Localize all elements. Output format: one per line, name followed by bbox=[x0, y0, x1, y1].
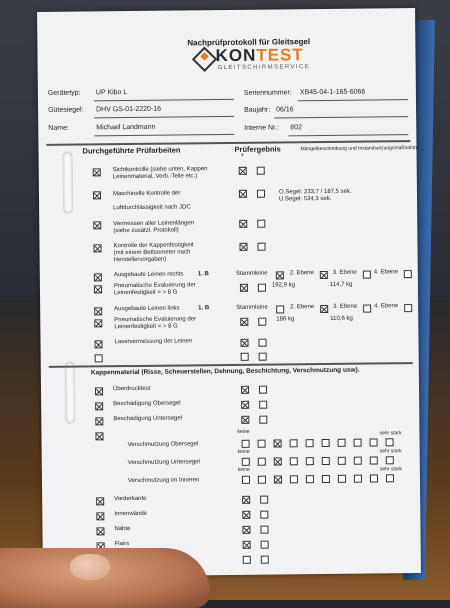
brand-tagline: GLEITSCHIRMSERVICE bbox=[217, 64, 311, 72]
geraetetyp-value: UP Kibo L bbox=[95, 89, 128, 97]
rechts-b: 1. B bbox=[197, 271, 209, 278]
sicht-plus-checkbox[interactable] bbox=[239, 167, 247, 175]
scale-checkbox[interactable] bbox=[386, 474, 394, 482]
empty-row-minus[interactable] bbox=[259, 353, 267, 361]
section2-heading: Kappenmaterial (Risse, Scheuerstellen, Dehnung, Beschichtung, Verschmutzung usw). bbox=[90, 366, 360, 377]
scale-checkbox[interactable] bbox=[274, 439, 282, 447]
laser-text: Laservermessung der Leinen bbox=[114, 338, 193, 346]
scale-checkbox[interactable] bbox=[386, 438, 394, 446]
geraetetyp-label: Gerätetyp: bbox=[47, 89, 81, 97]
usegel-value: U.Segel: 534,3 sek. bbox=[278, 195, 332, 203]
besch-u-plus[interactable] bbox=[241, 416, 249, 424]
innen-plus[interactable] bbox=[242, 511, 250, 519]
baujahr-label: Baujahr: bbox=[244, 106, 271, 114]
keine-label: keine bbox=[237, 428, 250, 435]
name-value: Michael Landmann bbox=[96, 123, 156, 132]
keine-label: keine bbox=[237, 466, 250, 473]
links-ebene4: 4. Ebene bbox=[374, 303, 399, 310]
scale-checkbox[interactable] bbox=[290, 457, 298, 465]
result-heading: Prüfergebnis bbox=[234, 144, 281, 154]
thumbnail bbox=[70, 554, 110, 580]
scale-checkbox[interactable] bbox=[354, 439, 362, 447]
interne-nr-value: 802 bbox=[290, 124, 303, 132]
innen-text: Innenwände bbox=[114, 510, 148, 518]
rechts-ebene3: 3. Ebene bbox=[332, 269, 357, 276]
rechts-checkbox[interactable] bbox=[94, 273, 102, 281]
scale-checkbox[interactable] bbox=[322, 475, 330, 483]
links-value-2: 110,6 kg bbox=[330, 315, 353, 322]
flairs-minus[interactable] bbox=[261, 541, 269, 549]
vorder-plus[interactable] bbox=[242, 496, 250, 504]
empty-row-checkbox[interactable] bbox=[95, 354, 103, 362]
vers-u-text: Verschmutzung Untersegel bbox=[127, 459, 200, 467]
osegel-value: O.Segel: 233,7 / 187,5 sek. bbox=[278, 188, 352, 196]
kappe-text-3: Herstellervorgaben) bbox=[113, 256, 167, 264]
rechts-pneu-plus[interactable] bbox=[240, 284, 248, 292]
vorder-minus[interactable] bbox=[260, 496, 268, 504]
ueber-minus[interactable] bbox=[259, 386, 267, 394]
ueber-text: Überdrucktest bbox=[112, 385, 151, 393]
innen-minus[interactable] bbox=[260, 511, 268, 519]
sehr-stark-label: sehr stark bbox=[379, 448, 402, 455]
laser-plus-checkbox[interactable] bbox=[240, 339, 248, 347]
vorder-text: Vorderkante bbox=[114, 495, 147, 503]
plus-label: + bbox=[240, 152, 245, 159]
scale-checkbox[interactable] bbox=[338, 439, 346, 447]
links-pneu-checkbox[interactable] bbox=[94, 319, 102, 327]
scale-checkbox[interactable] bbox=[290, 439, 298, 447]
kontest-logo-icon bbox=[192, 47, 217, 72]
links-text: Ausgebaute Leinen links bbox=[114, 305, 180, 313]
scale-checkbox[interactable] bbox=[322, 439, 330, 447]
besch-o-checkbox[interactable] bbox=[95, 402, 103, 410]
naehte-checkbox[interactable] bbox=[96, 527, 104, 535]
masch-plus-checkbox[interactable] bbox=[239, 190, 247, 198]
rechts-ebene3-checkbox[interactable] bbox=[363, 271, 371, 279]
scale-checkbox[interactable] bbox=[274, 457, 282, 465]
empty-row-plus[interactable] bbox=[241, 353, 249, 361]
flairs-text: Flairs bbox=[114, 541, 130, 548]
scale-checkbox[interactable] bbox=[354, 475, 362, 483]
links-b: 1. B bbox=[198, 305, 210, 312]
links-value-1: 186 kg bbox=[276, 316, 295, 323]
laser-minus-checkbox[interactable] bbox=[258, 339, 266, 347]
masch-checkbox[interactable] bbox=[93, 191, 101, 199]
kappe-minus-checkbox[interactable] bbox=[257, 243, 265, 251]
sicht-checkbox[interactable] bbox=[93, 168, 101, 176]
kappe-plus-checkbox[interactable] bbox=[239, 243, 247, 251]
minus-label: - bbox=[258, 152, 261, 159]
naehte-minus[interactable] bbox=[260, 526, 268, 534]
links-ebene4-checkbox[interactable] bbox=[404, 304, 412, 312]
ueber-plus[interactable] bbox=[241, 386, 249, 394]
sicht-text-2: Leinenmaterial, Verb.-Teile etc.) bbox=[112, 173, 198, 181]
punch-hole bbox=[65, 362, 76, 424]
verm-plus-checkbox[interactable] bbox=[239, 220, 247, 228]
besch-u-minus[interactable] bbox=[259, 416, 267, 424]
rechts-pneu-checkbox[interactable] bbox=[94, 285, 102, 293]
guetesiegel-value: DHV GS-01-2220-16 bbox=[96, 105, 162, 114]
laser-checkbox[interactable] bbox=[94, 340, 102, 348]
verm-minus-checkbox[interactable] bbox=[257, 220, 265, 228]
vers-i-text: Verschmutzung im Inneren bbox=[127, 477, 200, 485]
scale-checkbox[interactable] bbox=[354, 457, 362, 465]
innen-checkbox[interactable] bbox=[96, 512, 104, 520]
kappe-checkbox[interactable] bbox=[93, 244, 101, 252]
kappe-text-2: (mit einem Bettsometer nach bbox=[113, 249, 191, 257]
rechts-ebene4: 4. Ebene bbox=[373, 269, 398, 276]
naehte-plus[interactable] bbox=[242, 526, 250, 534]
masch-text-2: Luftdurchlässigkeit nach JDC bbox=[113, 204, 191, 212]
besch-o-minus[interactable] bbox=[259, 401, 267, 409]
keine-label: keine bbox=[237, 448, 250, 455]
links-ebene3: 3. Ebene bbox=[333, 303, 358, 310]
baujahr-value: 06/16 bbox=[276, 106, 294, 114]
document-title: Nachprüfprotokoll für Gleitsegel bbox=[187, 37, 311, 48]
rechts-ebene4-checkbox[interactable] bbox=[404, 270, 412, 278]
sicht-text: Sichtkontrolle (siehe unten, Kappen bbox=[112, 166, 208, 174]
name-label: Name: bbox=[48, 124, 69, 132]
sehr-stark-label: sehr stark bbox=[379, 466, 402, 473]
scale-checkbox[interactable] bbox=[370, 456, 378, 464]
rechts-ebene2: 2. Ebene bbox=[289, 270, 314, 277]
inspection-sheet bbox=[37, 8, 421, 577]
verm-text-2: (siehe zusätzl. Protokoll) bbox=[113, 227, 179, 235]
brand-logo: KONTEST bbox=[215, 45, 304, 66]
flairs-plus[interactable] bbox=[243, 541, 251, 549]
note-heading: Mängelbeschreibung und Instandsetzungsmaßnahme bbox=[300, 144, 420, 153]
links-pneu-text-2: Leinenfestigkeit = > 8 G bbox=[114, 323, 178, 331]
verm-checkbox[interactable] bbox=[93, 221, 101, 229]
links-checkbox[interactable] bbox=[94, 307, 102, 315]
sicht-minus-checkbox[interactable] bbox=[257, 167, 265, 175]
links-pneu-plus[interactable] bbox=[240, 318, 248, 326]
rechts-stamm-checkbox[interactable] bbox=[276, 271, 284, 279]
scale-checkbox[interactable] bbox=[258, 440, 266, 448]
naehte-text: Nähte bbox=[114, 526, 131, 533]
scale-checkbox[interactable] bbox=[242, 458, 250, 466]
scale-checkbox[interactable] bbox=[242, 440, 250, 448]
links-stammleine: Stammleine bbox=[236, 304, 268, 311]
interne-nr-label: Interne Nr.: bbox=[244, 124, 279, 132]
kappe-text: Kontrolle der Kappenfestigkeit bbox=[113, 242, 194, 250]
scale-checkbox[interactable] bbox=[274, 475, 282, 483]
ueber-checkbox[interactable] bbox=[95, 387, 103, 395]
seriennummer-value: XB45-04-1-165-6066 bbox=[299, 88, 366, 97]
besch-u-text: Beschädigung Untersegel bbox=[113, 415, 183, 423]
scale-checkbox[interactable] bbox=[370, 474, 378, 482]
vers-o-text: Verschmutzung Obersegel bbox=[127, 441, 199, 449]
rechts-value-1: 192,9 kg bbox=[271, 282, 295, 289]
rechts-pneu-minus[interactable] bbox=[258, 284, 266, 292]
sehr-stark-label: sehr stark bbox=[379, 430, 402, 437]
punch-hole bbox=[63, 152, 74, 214]
rechts-pneu-text: Pneumatische Evaluierung der bbox=[113, 282, 196, 290]
seriennummer-label: Seriennummer: bbox=[243, 89, 292, 97]
links-pneu-text: Pneumatische Evaluierung der bbox=[114, 316, 197, 324]
links-ebene2-checkbox[interactable] bbox=[320, 305, 328, 313]
vers-checkbox[interactable] bbox=[95, 432, 103, 440]
links-pneu-minus[interactable] bbox=[258, 318, 266, 326]
besch-o-plus[interactable] bbox=[241, 401, 249, 409]
section1-heading: Durchgeführte Prüfarbeiten bbox=[82, 145, 181, 156]
besch-o-text: Beschädigung Obersegel bbox=[113, 400, 181, 408]
empty-row-plus[interactable] bbox=[243, 556, 251, 564]
rechts-text: Ausgebaute Leinen rechts bbox=[113, 271, 184, 279]
links-ebene2: 2. Ebene bbox=[290, 304, 315, 311]
scale-checkbox[interactable] bbox=[322, 457, 330, 465]
scale-checkbox[interactable] bbox=[306, 457, 314, 465]
guetesiegel-label: Gütesiegel: bbox=[48, 106, 84, 114]
scale-checkbox[interactable] bbox=[306, 475, 314, 483]
masch-minus-checkbox[interactable] bbox=[257, 190, 265, 198]
masch-text: Maschinelle Kontrolle der bbox=[112, 190, 181, 198]
rechts-stammleine: Stammleine bbox=[235, 270, 268, 277]
links-stamm-checkbox[interactable] bbox=[276, 305, 284, 313]
vorder-checkbox[interactable] bbox=[96, 497, 104, 505]
rechts-value-2: 114,7 kg bbox=[329, 281, 353, 288]
empty-row-minus[interactable] bbox=[261, 556, 269, 564]
scale-checkbox[interactable] bbox=[242, 476, 250, 484]
scale-checkbox[interactable] bbox=[386, 456, 394, 464]
scale-checkbox[interactable] bbox=[290, 475, 298, 483]
scale-checkbox[interactable] bbox=[258, 476, 266, 484]
scale-checkbox[interactable] bbox=[370, 438, 378, 446]
scale-checkbox[interactable] bbox=[338, 457, 346, 465]
besch-u-checkbox[interactable] bbox=[95, 417, 103, 425]
links-ebene3-checkbox[interactable] bbox=[363, 305, 371, 313]
scale-checkbox[interactable] bbox=[338, 475, 346, 483]
scale-checkbox[interactable] bbox=[306, 439, 314, 447]
rechts-pneu-text-2: Leinenfestigkeit = > 8 G bbox=[113, 289, 178, 297]
rechts-ebene2-checkbox[interactable] bbox=[320, 271, 328, 279]
verm-text: Vermessen aller Leinenlängen bbox=[113, 220, 195, 228]
scale-checkbox[interactable] bbox=[258, 458, 266, 466]
